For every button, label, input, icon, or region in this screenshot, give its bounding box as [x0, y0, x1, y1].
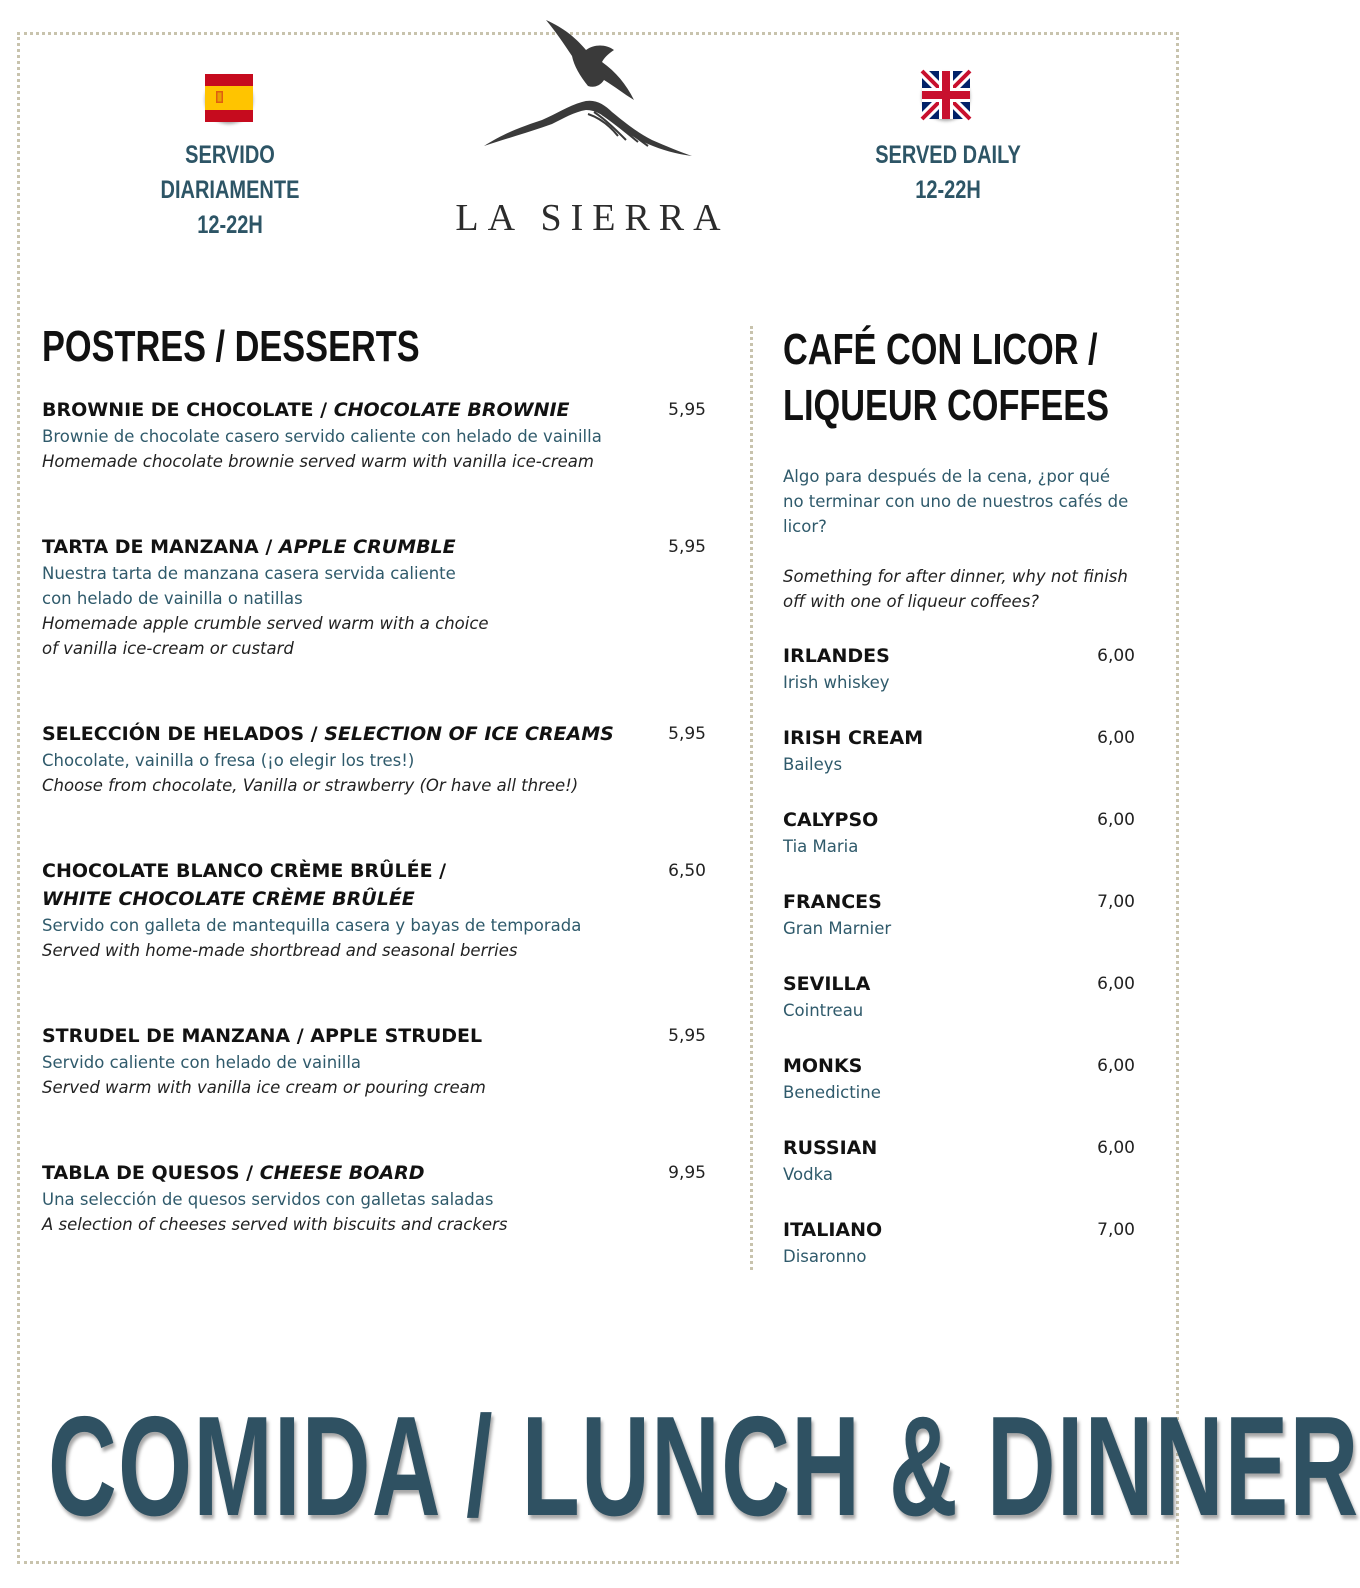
dessert-desc-en: Homemade chocolate brownie served warm with vanilla ice-cream [42, 452, 594, 471]
dessert-name: STRUDEL DE MANZANA / APPLE STRUDEL [42, 1025, 483, 1047]
dessert-price: 6,50 [668, 861, 706, 881]
dessert-desc-en: Served with home-made shortbread and seasonal berries [42, 941, 518, 960]
served-daily-en [844, 138, 1052, 208]
dessert-name [42, 720, 642, 748]
coffee-name: MONKS [783, 1055, 863, 1077]
coffee-name: CALYPSO [783, 809, 879, 831]
dessert-name-en: APPLE CRUMBLE [278, 536, 456, 558]
dessert-item-apple-strudel [42, 1022, 712, 1100]
coffee-liqueur: Baileys [783, 755, 843, 774]
served-daily-es [126, 138, 334, 243]
coffee-item-russian [783, 1135, 1135, 1187]
coffees-title-line2: LIQUEUR COFFEES [783, 381, 1110, 430]
dessert-desc-es: Chocolate, vainilla o fresa (¡o elegir los tres!) [42, 751, 415, 770]
dessert-name [42, 396, 642, 424]
liqueur-coffees-section [783, 322, 1135, 1269]
coffee-liqueur: Gran Marnier [783, 919, 892, 938]
dessert-name-es: CHOCOLATE BLANCO CRÈME BRÛLÉE / [42, 860, 447, 882]
dessert-item-creme-brulee [42, 857, 712, 963]
dessert-price: 5,95 [668, 537, 706, 557]
coffee-liqueur: Tia Maria [783, 837, 859, 856]
coffee-price: 6,00 [1097, 728, 1135, 748]
coffee-item-sevilla [783, 971, 1135, 1023]
coffee-price: 6,00 [1097, 1056, 1135, 1076]
coffees-intro-en: Something for after dinner, why not finish off with one of liqueur coffees? [783, 567, 1128, 611]
dessert-price: 5,95 [668, 724, 706, 744]
served-daily-en-hours: 12-22H [915, 176, 981, 204]
coffee-name: FRANCES [783, 891, 882, 913]
dessert-name-en: CHOCOLATE BROWNIE [333, 399, 570, 421]
coffee-name: RUSSIAN [783, 1137, 878, 1159]
dessert-desc-en: Served warm with vanilla ice cream or pouring cream [42, 1078, 486, 1097]
eagle-mountain-logo-icon [476, 14, 716, 174]
dessert-name-es: SELECCIÓN DE HELADOS / [42, 723, 325, 745]
dessert-item-brownie [42, 396, 712, 474]
coffee-price: 6,00 [1097, 810, 1135, 830]
uk-flag-icon [922, 71, 970, 119]
coffee-item-calypso [783, 807, 1135, 859]
spain-flag-icon [205, 74, 253, 122]
coffee-liqueur: Irish whiskey [783, 673, 890, 692]
coffee-liqueur: Vodka [783, 1165, 833, 1184]
dessert-name-en: SELECTION OF ICE CREAMS [324, 723, 614, 745]
coffee-price: 6,00 [1097, 1138, 1135, 1158]
dessert-name [42, 1159, 642, 1187]
coffee-liqueur: Disaronno [783, 1247, 867, 1266]
footer-banner: COMIDA / LUNCH & DINNER [48, 1387, 1360, 1546]
dessert-desc-en: Choose from chocolate, Vanilla or strawberry (Or have all three!) [42, 776, 579, 795]
coffees-intro-es: Algo para después de la cena, ¿por qué no terminar con uno de nuestros cafés de licor? [783, 467, 1129, 536]
dessert-item-apple-crumble [42, 533, 712, 661]
coffee-liqueur: Cointreau [783, 1001, 864, 1020]
coffee-item-monks [783, 1053, 1135, 1105]
dessert-price: 9,95 [668, 1163, 706, 1183]
coffees-title-line1: CAFÉ CON LICOR / [783, 325, 1098, 374]
column-divider [750, 326, 753, 1270]
coffee-liqueur: Benedictine [783, 1083, 881, 1102]
dessert-name [42, 533, 642, 561]
brand-name: LA SIERRA [455, 197, 730, 239]
dessert-desc-en: Homemade apple crumble served warm with a choice [42, 614, 489, 633]
dessert-name-en: WHITE CHOCOLATE CRÈME BRÛLÉE [42, 888, 415, 910]
coffee-item-frances [783, 889, 1135, 941]
coffee-item-irish-cream [783, 725, 1135, 777]
dessert-desc-es: Servido con galleta de mantequilla casera y bayas de temporada [42, 916, 582, 935]
coffee-price: 6,00 [1097, 974, 1135, 994]
served-daily-es-line1: SERVIDO DIARIAMENTE [160, 141, 300, 204]
dessert-desc-es: con helado de vainilla o natillas [42, 589, 303, 608]
dessert-name-es: TABLA DE QUESOS / [42, 1162, 260, 1184]
dessert-name-es: TARTA DE MANZANA / [42, 536, 279, 558]
dessert-desc-es: Servido caliente con helado de vainilla [42, 1053, 362, 1072]
coffee-item-irlandes [783, 643, 1135, 695]
coffee-name: IRISH CREAM [783, 727, 924, 749]
coffee-name: SEVILLA [783, 973, 871, 995]
coffee-price: 6,00 [1097, 646, 1135, 666]
coffee-price: 7,00 [1097, 892, 1135, 912]
served-daily-en-line1: SERVED DAILY [875, 141, 1021, 169]
dessert-price: 5,95 [668, 1026, 706, 1046]
coffee-name: IRLANDES [783, 645, 890, 667]
coffee-item-italiano [783, 1217, 1135, 1269]
coffee-price: 7,00 [1097, 1220, 1135, 1240]
dessert-desc-es: Una selección de quesos servidos con galletas saladas [42, 1190, 494, 1209]
dessert-name-en: CHEESE BOARD [259, 1162, 425, 1184]
dessert-desc-es: Nuestra tarta de manzana casera servida caliente [42, 564, 456, 583]
dessert-name-es: BROWNIE DE CHOCOLATE / [42, 399, 334, 421]
dessert-item-cheese-board [42, 1159, 712, 1237]
dessert-desc-en: of vanilla ice-cream or custard [42, 639, 294, 658]
desserts-section [42, 322, 712, 1237]
served-daily-es-hours: 12-22H [197, 211, 263, 239]
coffee-name: ITALIANO [783, 1219, 883, 1241]
dessert-desc-es: Brownie de chocolate casero servido caliente con helado de vainilla [42, 427, 602, 446]
desserts-title: POSTRES / DESSERTS [42, 322, 420, 371]
dessert-desc-en: A selection of cheeses served with biscuits and crackers [42, 1215, 508, 1234]
dessert-price: 5,95 [668, 400, 706, 420]
dessert-item-ice-creams [42, 720, 712, 798]
